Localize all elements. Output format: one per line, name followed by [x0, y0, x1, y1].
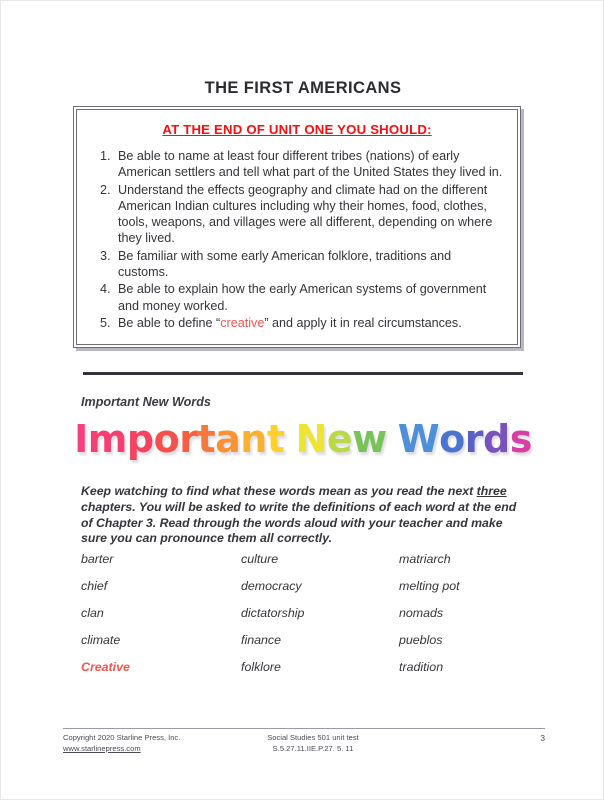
wordart-letter: r — [179, 417, 198, 461]
wordart-letter: r — [464, 417, 484, 461]
wordart-letter: t — [197, 417, 216, 461]
vocabulary-word: barter — [81, 552, 114, 566]
vocabulary-word: chief — [81, 579, 108, 593]
objective-item: 1. Be able to name at least four different tribes (nations) of early American settlers and tell what part of the United States they lived in. — [114, 148, 504, 181]
vocabulary-word: matriarch — [399, 552, 451, 566]
vocabulary-word: democracy — [241, 579, 302, 593]
vocabulary-row — [81, 660, 531, 687]
objective-item: 2. Understand the effects geography and climate had on the different American Indian cultures including why their homes, food, clothes, tools, weapons, and villages were all different, depending on where they lived. — [114, 182, 504, 247]
wordart-letter: d — [483, 417, 510, 461]
wordart-letter: o — [153, 417, 180, 461]
section-label-important-new-words: Important New Words — [81, 395, 211, 409]
footer-page-number: 3 — [540, 733, 545, 743]
vocabulary-word: melting pot — [399, 579, 460, 593]
vocabulary-row — [81, 606, 531, 633]
objectives-list — [90, 148, 504, 331]
footer-website-link[interactable]: www.starlinepress.com — [63, 743, 141, 753]
objectives-box-inner — [76, 109, 518, 345]
vocabulary-word: folklore — [241, 660, 281, 674]
footer-copyright-block — [63, 733, 180, 754]
footer-center-block — [238, 733, 388, 754]
vocabulary-word: finance — [241, 633, 281, 647]
wordart-letter: N — [295, 417, 327, 461]
underlined-word: three — [476, 484, 507, 498]
objective-item: 3. Be familiar with some early American folklore, traditions and customs. — [114, 248, 504, 281]
vocabulary-word: nomads — [399, 606, 444, 620]
vocabulary-row — [81, 633, 531, 660]
vocabulary-word: tradition — [399, 660, 444, 674]
vocabulary-row — [81, 552, 531, 579]
objective-item: 4. Be able to explain how the early American systems of government and money worked. — [114, 281, 504, 314]
vocabulary-word: culture — [241, 552, 279, 566]
wordart-letter: I — [74, 417, 88, 461]
footer-divider-rule — [63, 728, 545, 729]
vocabulary-word: dictatorship — [241, 606, 305, 620]
wordart-space — [387, 416, 398, 462]
wordart-letter: w — [352, 417, 387, 461]
wordart-letter: W — [397, 417, 440, 461]
wordart-space — [285, 416, 296, 462]
page-title: THE FIRST AMERICANS — [204, 79, 402, 97]
footer-copyright-text: Copyright 2020 Starline Press, Inc. — [63, 733, 181, 742]
section-divider-rule — [83, 372, 523, 375]
vocabulary-word: clan — [81, 606, 104, 620]
vocabulary-word-list — [81, 552, 531, 687]
wordart-letter: s — [509, 417, 532, 461]
vocabulary-word: pueblos — [399, 633, 443, 647]
footer-standards-code: S.5.27.11.IIE.P.27. 5. 11 — [272, 743, 354, 753]
vocabulary-row — [81, 579, 531, 606]
wordart-letter: t — [266, 417, 285, 461]
wordart-letter: e — [326, 417, 353, 461]
vocabulary-word: Creative — [81, 660, 130, 674]
wordart-letter: p — [126, 417, 154, 461]
wordart-letter: n — [240, 417, 267, 461]
instructions-paragraph: Keep watching to find what these words mean as you read the next three chapters. You will be asked to write the definitions of each word at the end of Chapter 3. Read through the words aloud with your teacher and make sure you can pronounce them all correctly. — [81, 484, 517, 546]
footer-course-title: Social Studies 501 unit test — [267, 733, 359, 742]
wordart-important-new-words — [1, 416, 604, 462]
wordart-letter: m — [87, 417, 127, 461]
vocabulary-word: climate — [81, 633, 121, 647]
highlighted-term: creative — [220, 315, 265, 330]
objectives-box — [73, 106, 521, 348]
wordart-letter: a — [215, 417, 241, 461]
objectives-heading: AT THE END OF UNIT ONE YOU SHOULD: — [162, 122, 432, 137]
page-footer — [63, 733, 545, 761]
objective-item: 5. Be able to define “creative” and apply it in real circumstances. — [114, 315, 504, 331]
wordart-letter: o — [439, 417, 465, 461]
